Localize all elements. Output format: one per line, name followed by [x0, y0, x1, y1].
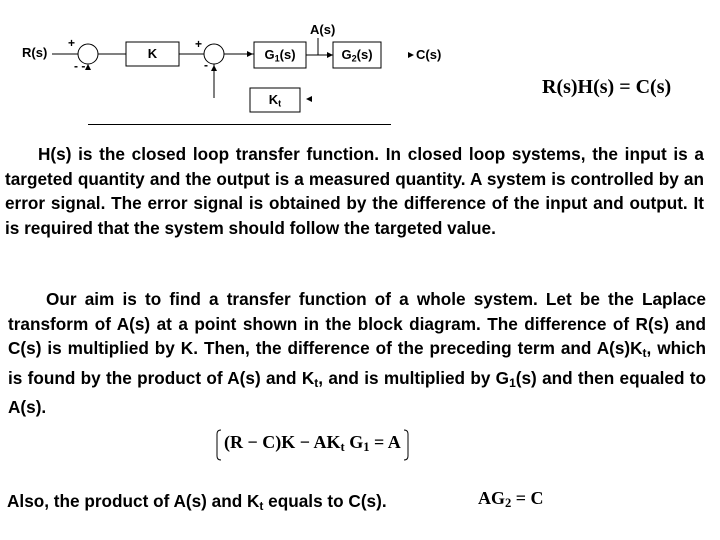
- input-label: R(s): [22, 45, 48, 60]
- equation-a-right: = A: [369, 432, 401, 452]
- paragraph2-part-d: (s) and then equaled to A(s).: [8, 367, 706, 418]
- equation-c-right: = C: [511, 488, 544, 508]
- arrowhead: [247, 51, 253, 57]
- a-label: A(s): [310, 22, 336, 37]
- arrowhead: [211, 65, 217, 71]
- paragraph2-part-c: , and is multiplied by G: [318, 367, 510, 388]
- paragraph2-part-b: , which is found by the product of A(s) and K: [8, 338, 706, 388]
- equation-a-sub-t: t: [340, 440, 345, 455]
- arrowhead: [306, 96, 312, 102]
- also-subscript-t: t: [259, 499, 264, 513]
- equation-a: [216, 432, 409, 455]
- equation-bracket-right: [403, 429, 409, 461]
- also-part-a: Also, the product of A(s) and K: [7, 491, 260, 511]
- also-part-b: equals to C(s).: [263, 491, 387, 511]
- equation-a-sub-1: 1: [363, 440, 370, 455]
- divider-line: [88, 124, 391, 125]
- equation-c-sub: 2: [505, 496, 512, 511]
- paragraph2-part-a: Our aim is to find a transfer function of a whole system. Let be the Laplace transform of A(s) at a point shown in the block diagram. The difference of R(s) and C(s) is multiplied by K. Then, the difference of the preceding term and A(s)K: [8, 289, 706, 359]
- paragraph-transfer-function: [8, 287, 706, 420]
- arrowhead: [85, 64, 91, 70]
- arrowhead: [408, 52, 414, 58]
- subscript-t: t: [642, 346, 647, 361]
- sum2-plus-sign: +: [195, 37, 203, 51]
- output-label: C(s): [416, 47, 442, 62]
- block-g2-label: $G_2(s)$: [341, 47, 373, 64]
- equation-c-base: AG: [478, 488, 505, 508]
- block-g1-label: $G_1(s)$: [264, 47, 296, 64]
- sum1-minus-sign: - -: [74, 59, 86, 73]
- paragraph-closed-loop: H(s) is the closed loop transfer function. In closed loop systems, the input is a targeted quantity and the output is a measured quantity. A system is controlled by an error signal. The error signal is obtained by the difference of the input and output. It is required that the system should follow the targeted value.: [5, 144, 704, 238]
- equation-a-middle: G: [344, 432, 364, 452]
- block-kt-label: $K_t$: [268, 92, 282, 109]
- equation-closed-loop: R(s)H(s) = C(s): [542, 76, 672, 98]
- also-sentence: [7, 491, 387, 513]
- sum1-plus-sign: +: [68, 36, 76, 50]
- sum2-minus-sign: -: [204, 58, 208, 72]
- equation-c: [478, 488, 544, 511]
- block-diagram: [0, 0, 720, 130]
- block-k-label: K: [147, 46, 158, 61]
- equation-a-left: (R − C)K − AK: [224, 432, 341, 452]
- subscript-1: 1: [509, 375, 516, 390]
- subscript-t: t: [314, 375, 319, 390]
- equation-bracket-left: [216, 429, 222, 461]
